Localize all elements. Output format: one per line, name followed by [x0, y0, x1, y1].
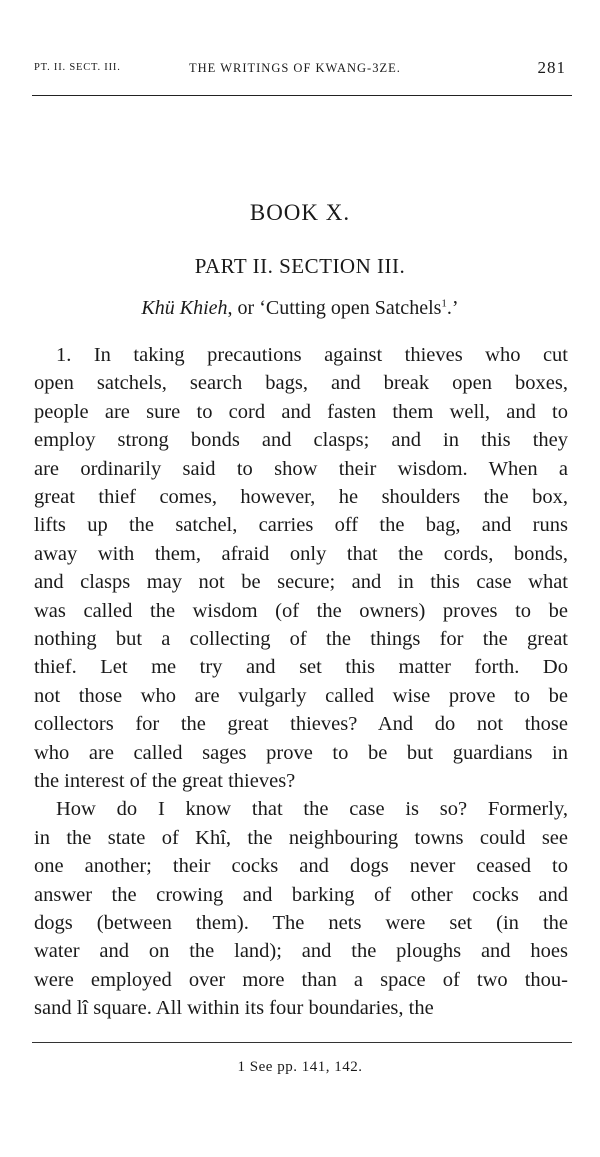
footnote: 1 See pp. 141, 142.: [237, 1059, 363, 1075]
chapter-title: [0, 297, 600, 320]
header-section-label: PT. II. SECT. III.: [34, 62, 121, 73]
text-line: 1. In taking precautions against thieves who cut: [56, 344, 568, 366]
text-line: How do I know that the case is so? Formerly,: [56, 798, 568, 821]
text-line: open satchels, search bags, and break open boxes,: [34, 372, 568, 395]
text-line: great thief comes, however, he shoulders the box,: [34, 486, 568, 508]
text-line: people are sure to cord and fasten them well, and to: [34, 400, 568, 423]
text-line: not those who are vulgarly called wise prove to be: [34, 684, 568, 707]
text-line: sand lî square. All within its four boundaries, the: [34, 997, 434, 1020]
text-line: away with them, afraid only that the cords, bonds,: [34, 542, 568, 565]
text-line: nothing but a collecting of the things for the great: [34, 628, 568, 650]
chapter-title-closing: .’: [446, 297, 459, 319]
text-line: were employed over more than a space of two thou-: [34, 968, 568, 991]
text-line: thief. Let me try and set this matter forth. Do: [34, 656, 568, 679]
running-header: [34, 58, 570, 80]
text-line: one another; their cocks and dogs never ceased to: [34, 855, 568, 878]
chapter-title-rest: , or ‘Cutting open Satchels: [227, 297, 442, 319]
book-title: BOOK X.: [249, 200, 351, 225]
footnote-marker: 1: [441, 297, 447, 310]
text-line: dogs (between them). The nets were set (in the: [34, 912, 568, 934]
part-section-heading: PART II. SECTION III.: [194, 254, 406, 278]
header-title: THE WRITINGS OF KWANG-3ZE.: [189, 61, 401, 75]
footnote-rule: [32, 1042, 572, 1043]
text-line: lifts up the satchel, carries off the bag, and runs: [34, 514, 568, 537]
text-line: and clasps may not be secure; and in this case what: [34, 571, 568, 594]
chapter-title-italic: Khü Khieh: [141, 297, 228, 319]
text-line: employ strong bonds and clasps; and in this they: [34, 429, 568, 452]
text-line: the interest of the great thieves?: [34, 770, 296, 792]
text-line: in the state of Khî, the neighbouring towns could see: [34, 826, 568, 849]
text-line: are ordinarily said to show their wisdom. When a: [34, 457, 568, 480]
header-rule: [32, 95, 572, 96]
text-line: answer the crowing and barking of other cocks and: [34, 883, 568, 906]
text-line: was called the wisdom (of the owners) proves to be: [34, 599, 568, 622]
text-line: water and on the land); and the ploughs and hoes: [34, 940, 568, 963]
text-line: who are called sages prove to be but guardians in: [34, 741, 568, 764]
page-number: 281: [537, 58, 566, 77]
text-line: collectors for the great thieves? And do not those: [34, 713, 568, 736]
